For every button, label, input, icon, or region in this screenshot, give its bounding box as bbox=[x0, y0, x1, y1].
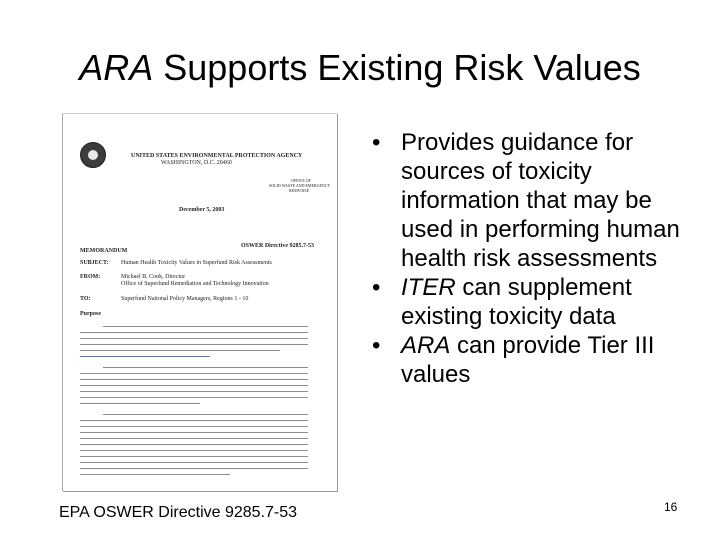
bullet-dot-icon: • bbox=[372, 129, 381, 156]
title-rest: Supports Existing Risk Values bbox=[153, 47, 641, 88]
doc-subject-label: SUBJECT: bbox=[80, 260, 109, 266]
doc-date: December 5, 2003 bbox=[179, 207, 225, 213]
bullet-item bbox=[372, 128, 702, 273]
bullet-text: Provides guidance for sources of toxicity information that may be used in performing human health risk assessments bbox=[401, 129, 680, 272]
doc-text-line bbox=[80, 379, 308, 380]
doc-text-line bbox=[80, 338, 308, 339]
page-number: 16 bbox=[664, 500, 678, 514]
slide-title bbox=[0, 46, 720, 90]
doc-text-line bbox=[80, 468, 308, 469]
doc-text-line bbox=[80, 438, 308, 439]
doc-text-line bbox=[80, 444, 308, 445]
doc-from-name: Michael B. Cook, Director bbox=[121, 274, 186, 280]
doc-from-label: FROM: bbox=[80, 274, 101, 280]
doc-text-line bbox=[80, 426, 308, 427]
bullet-emphasis: ITER bbox=[401, 274, 456, 301]
doc-text-line bbox=[80, 456, 308, 457]
doc-text-line bbox=[80, 397, 308, 398]
doc-text-line bbox=[80, 462, 308, 463]
doc-office-2: SOLID WASTE AND EMERGENCY bbox=[269, 183, 331, 188]
document-image bbox=[62, 113, 337, 491]
doc-text-line bbox=[103, 414, 308, 415]
bullet-text: can provide Tier III values bbox=[401, 332, 655, 388]
doc-text-line bbox=[103, 326, 308, 327]
doc-memo-heading: MEMORANDUM bbox=[80, 248, 128, 254]
doc-subject: Human Health Toxicity Values in Superfund Risk Assessments bbox=[121, 260, 272, 266]
doc-text-line bbox=[80, 344, 308, 345]
doc-text-line bbox=[80, 450, 308, 451]
bullet-dot-icon: • bbox=[372, 274, 381, 301]
doc-text-line bbox=[80, 432, 308, 433]
bullet-item bbox=[372, 273, 702, 331]
doc-office-3: RESPONSE bbox=[289, 188, 310, 193]
doc-text-line bbox=[80, 474, 230, 475]
doc-text-line bbox=[80, 373, 308, 374]
doc-text-line bbox=[80, 332, 308, 333]
doc-office-1: OFFICE OF bbox=[291, 178, 311, 183]
doc-to-label: TO: bbox=[80, 296, 91, 302]
doc-text-line bbox=[80, 403, 200, 404]
doc-to: Superfund National Policy Managers, Regions 1 - 10 bbox=[121, 296, 249, 302]
bullet-dot-icon: • bbox=[372, 332, 381, 359]
doc-from-office: Office of Superfund Remediation and Technology Innovation bbox=[121, 281, 269, 287]
doc-city: WASHINGTON, D.C. 20460 bbox=[161, 160, 232, 166]
bullet-list bbox=[372, 128, 702, 389]
doc-text-line bbox=[80, 420, 308, 421]
bullet-item bbox=[372, 331, 702, 389]
doc-text-line bbox=[80, 391, 308, 392]
doc-directive: OSWER Directive 9285.7-53 bbox=[241, 243, 315, 249]
doc-link-line bbox=[80, 356, 210, 357]
doc-text-line bbox=[80, 350, 280, 351]
doc-text-line bbox=[103, 367, 308, 368]
doc-text-line bbox=[80, 385, 308, 386]
doc-purpose: Purpose bbox=[80, 311, 101, 317]
bullet-text: can supplement existing toxicity data bbox=[401, 274, 632, 330]
bullet-emphasis: ARA bbox=[401, 332, 451, 359]
title-emphasis: ARA bbox=[79, 47, 154, 88]
doc-agency: UNITED STATES ENVIRONMENTAL PROTECTION AGENCY bbox=[131, 153, 303, 159]
epa-seal-icon bbox=[80, 142, 106, 168]
document-caption: EPA OSWER Directive 9285.7-53 bbox=[59, 504, 298, 521]
